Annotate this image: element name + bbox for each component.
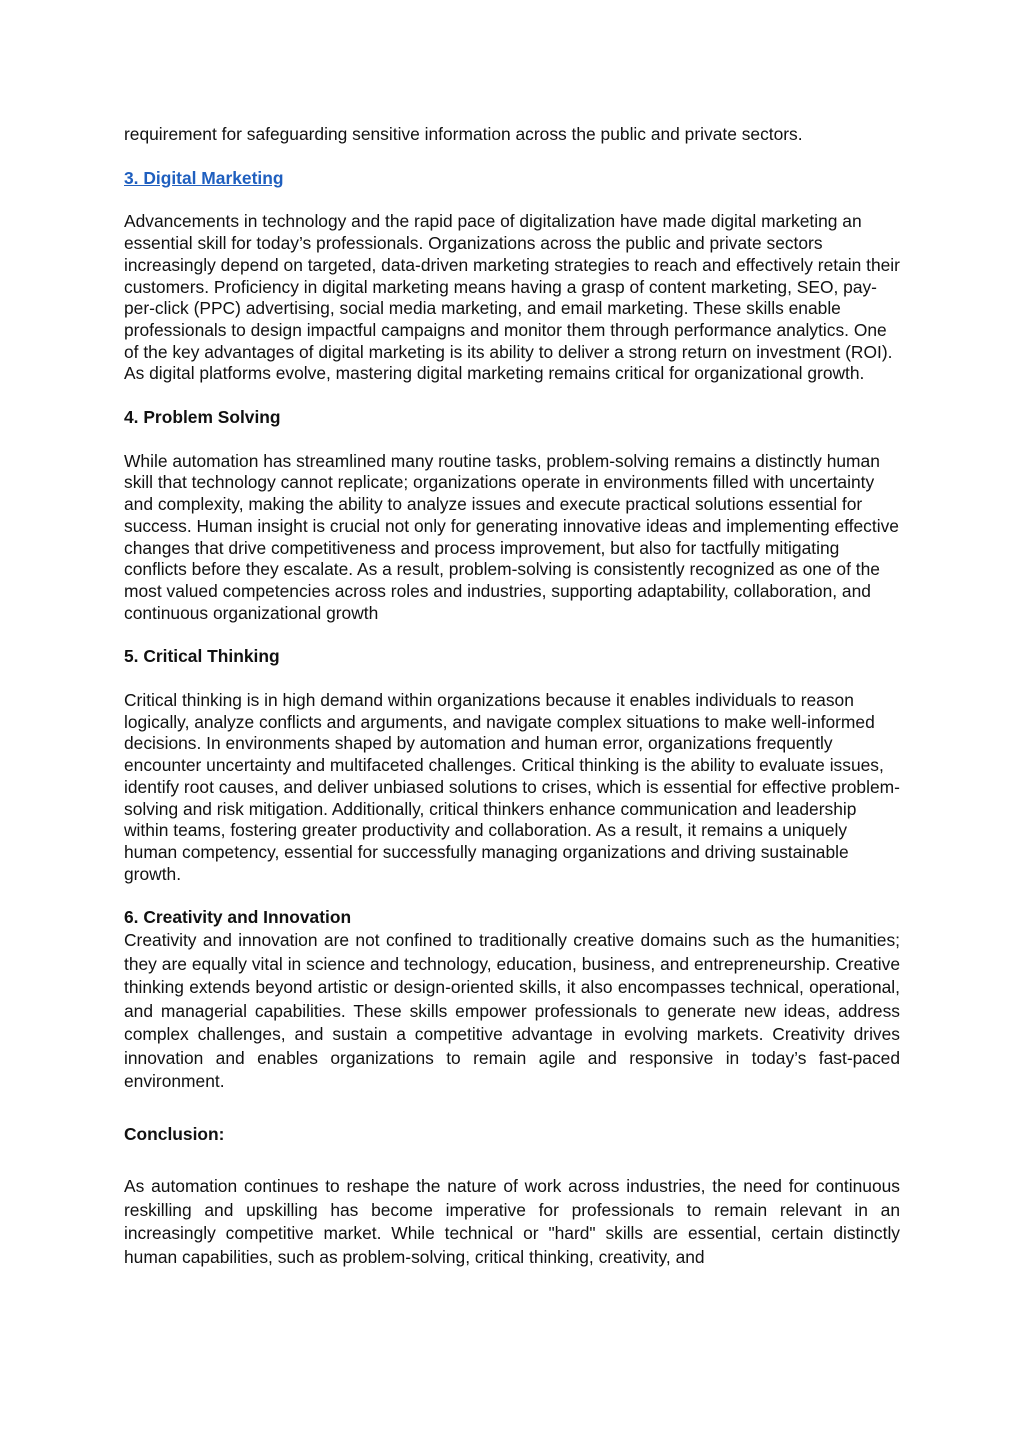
document-page	[124, 124, 900, 1269]
section-heading-digital-marketing	[124, 168, 900, 190]
section-heading-creativity: 6. Creativity and Innovation	[124, 907, 352, 928]
section-body-critical-thinking: Critical thinking is in high demand within organizations because it enables individuals to reason logically, analyze conflicts and arguments, and navigate complex situations to make well-informed decisions. In environments shaped by automation and human error, organizations frequently encounter uncertainty and multifaceted challenges. Critical thinking is the ability to evaluate issues, identify root causes, and deliver unbiased solutions to crises, which is essential for effective problem-solving and risk mitigation. Additionally, critical thinkers enhance communication and leadership within teams, fostering greater productivity and collaboration. As a result, it remains a uniquely human competency, essential for successfully managing organizations and driving sustainable growth.	[124, 690, 900, 884]
intro-tail-text: requirement for safeguarding sensitive information across the public and private sectors.	[124, 124, 803, 144]
section-body-digital-marketing: Advancements in technology and the rapid pace of digitalization have made digital marketing an essential skill for today’s professionals. Organizations across the public and private sectors increasingly depend on targeted, data-driven marketing strategies to reach and effectively retain their customers. Proficiency in digital marketing means having a grasp of content marketing, SEO, pay-per-click (PPC) advertising, social media marketing, and email marketing. These skills enable professionals to design impactful campaigns and monitor them through performance analytics. One of the key advantages of digital marketing is its ability to deliver a strong return on investment (ROI). As digital platforms evolve, mastering digital marketing remains critical for organizational growth.	[124, 211, 900, 384]
digital-marketing-link[interactable]: 3. Digital Marketing	[124, 167, 284, 188]
section-body-creativity: Creativity and innovation are not confined to traditionally creative domains such as the humanities; they are equally vital in science and technology, education, business, and entrepreneurship. Creative thinking extends beyond artistic or design-oriented skills, it also encompasses technical, operational, and managerial capabilities. These skills empower professionals to generate new ideas, address complex challenges, and sustain a competitive advantage in evolving markets. Creativity drives innovation and enables organizations to remain agile and responsive in today’s fast-paced environment.	[124, 930, 900, 1092]
section-heading-critical-thinking: 5. Critical Thinking	[124, 646, 280, 667]
conclusion-body: As automation continues to reshape the nature of work across industries, the need for continuous reskilling and upskilling has become imperative for professionals to remain relevant in an increasingly competitive market. While technical or "hard" skills are essential, certain distinctly human capabilities, such as problem-solving, critical thinking, creativity, and	[124, 1176, 900, 1267]
section-heading-problem-solving: 4. Problem Solving	[124, 407, 281, 428]
section-body-problem-solving: While automation has streamlined many routine tasks, problem-solving remains a distinctly human skill that technology cannot replicate; organizations operate in environments filled with uncertainty and complexity, making the ability to analyze issues and execute practical solutions essential for success. Human insight is crucial not only for generating innovative ideas and implementing effective changes that drive competitiveness and process improvement, but also for tactfully mitigating conflicts before they escalate. As a result, problem-solving is consistently recognized as one of the most valued competencies across roles and industries, supporting adaptability, collaboration, and continuous organizational growth	[124, 450, 899, 623]
conclusion-heading: Conclusion:	[124, 1123, 225, 1144]
